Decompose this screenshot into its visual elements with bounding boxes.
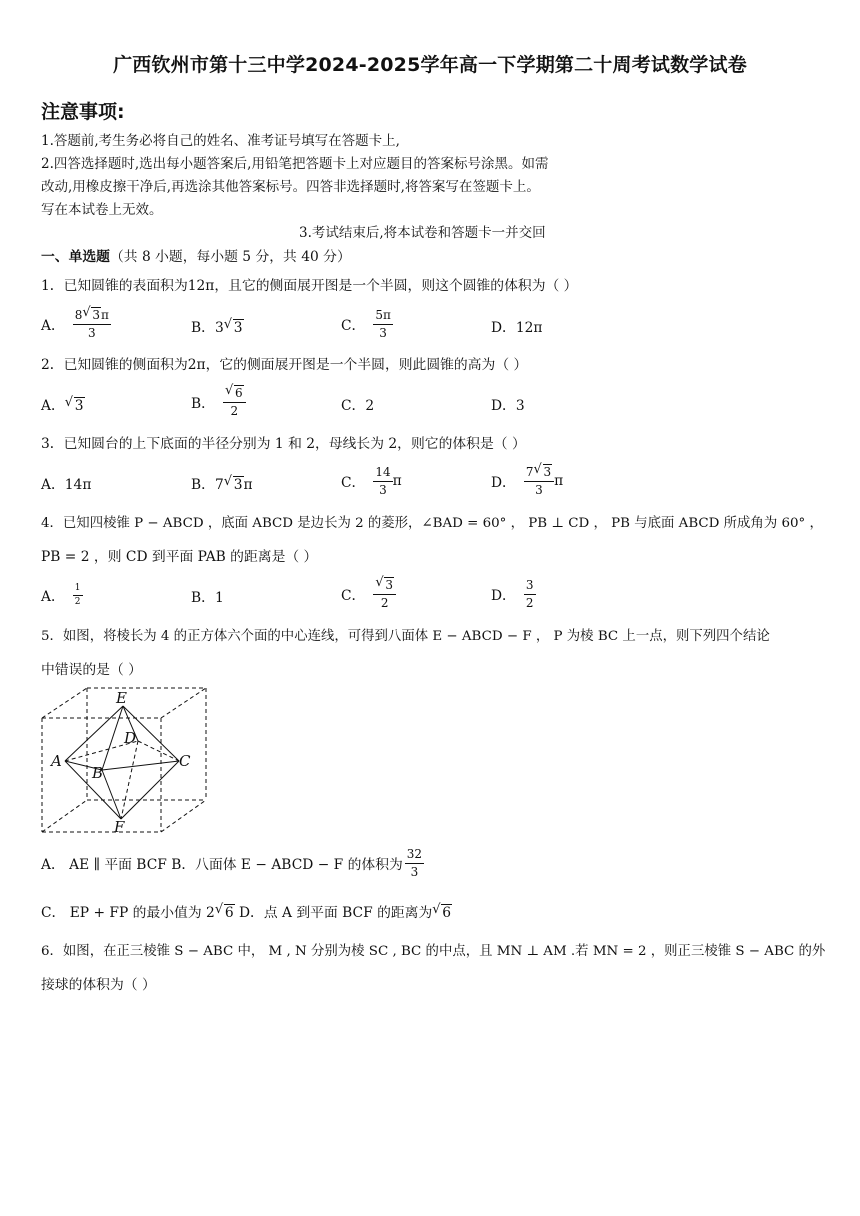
notice-line-1: 1.答题前,考生务必将自己的姓名、准考证号填写在答题卡上, (41, 133, 400, 149)
q5-option-c-text: C． EP + FP 的最小值为 2 (41, 905, 215, 921)
q1-a-num: 8 (74, 307, 83, 322)
cube-edge (161, 800, 206, 832)
q2-option-d (491, 394, 525, 414)
q3-d-den: 3 (535, 482, 543, 497)
q3-b-pi: π (243, 477, 253, 493)
q3-b-rad: √ 3 (233, 476, 244, 493)
q3-d-rad: √ 3 (543, 464, 553, 479)
q3-option-a (41, 473, 91, 493)
q4-stem-line-1: 4．已知四棱锥 P − ABCD ，底面 ABCD 是边长为 2 的菱形，∠BAD = 60° ， PB ⊥ CD ， PB 与底面 ABCD 所成角为 60° ， (41, 516, 823, 531)
q5-option-d-text: D．点 A 到平面 BCF 的距离为 (234, 905, 433, 921)
q5-b-num: 32 (405, 847, 424, 864)
q4-d-num: 3 (524, 578, 536, 595)
q1-a-rad: √ 3 (91, 307, 101, 322)
section-info: （共 8 小题，每小题 5 分，共 40 分） (109, 249, 351, 265)
q4-a-label: A． (41, 589, 65, 605)
exam-title: 广西钦州市第十三中学2024-2025学年高一下学期第二十周考试数学试卷 (113, 54, 747, 76)
q5-option-ab-text: A． AE ∥ 平面 BCF B．八面体 E − ABCD − F 的体积为 (41, 857, 403, 873)
q3-d-fraction (524, 465, 554, 498)
label-A: A (51, 752, 62, 770)
q4-option-a (41, 578, 83, 612)
q5-options-cd (41, 901, 452, 921)
q4-d-den: 2 (525, 595, 534, 610)
q2-c-val: 2 (365, 398, 375, 414)
q5-b-fraction (405, 847, 424, 880)
q2-option-c (341, 394, 374, 414)
q1-option-c (341, 306, 393, 342)
octa-edge-DC (138, 741, 179, 761)
q4-c-den: 2 (380, 595, 389, 610)
label-E: E (116, 689, 127, 707)
q1-option-d (491, 316, 542, 336)
q4-option-c (341, 574, 396, 614)
q3-d-pi: π (554, 473, 564, 489)
q6-stem-line-1: 6．如图，在正三棱锥 S − ABC 中， M , N 分别为棱 SC , BC 的中点，且 MN ⊥ AM .若 MN = 2 ，则正三棱锥 S − ABC 的外 (41, 944, 826, 959)
octa-edge-DF (121, 741, 138, 819)
section-title: 一、单选题 (41, 249, 110, 265)
q4-d-label: D． (491, 588, 516, 604)
q2-option-a (41, 394, 85, 414)
q1-option-b (191, 316, 244, 336)
q3-stem: 3．已知圆台的上下底面的半径分别为 1 和 2，母线长为 2，则它的体积是（ ） (41, 436, 526, 452)
q1-option-a (41, 306, 111, 342)
octa-edge-BC (102, 761, 179, 770)
octahedron-figure (38, 686, 210, 834)
q6-stem-line-2: 接球的体积为（ ） (41, 977, 156, 993)
q2-stem: 2．已知圆锥的侧面积为2π，它的侧面展开图是一个半圆，则此圆锥的高为（ ） (41, 357, 528, 373)
q5-d-rad: √ 6 (441, 904, 452, 921)
q4-d-fraction (524, 578, 536, 611)
label-B: B (92, 764, 104, 782)
q4-option-b (191, 586, 224, 606)
q4-c-fraction (373, 578, 396, 611)
q5-options-ab (41, 845, 424, 881)
q4-c-label: C． (341, 588, 366, 604)
notice-heading: 注意事项: (41, 101, 125, 123)
q1-a-den: 3 (88, 325, 96, 340)
q4-c-rad: √ 3 (384, 577, 394, 592)
q1-a-fraction (73, 308, 111, 341)
q3-c-label: C． (341, 475, 366, 491)
q2-c-label: C． (341, 398, 366, 414)
q1-d-label: D． (491, 320, 516, 336)
q3-b-label: B． (191, 477, 215, 493)
octa-edge-BF (102, 770, 121, 819)
octa-edge-CF (121, 761, 179, 819)
q1-b-co: 3 (214, 320, 224, 336)
q4-b-val: 1 (214, 590, 224, 606)
q2-b-fraction (223, 386, 246, 419)
cube-edge (42, 800, 87, 832)
q2-b-den: 2 (230, 403, 239, 418)
q4-a-num: 1 (73, 583, 83, 596)
q5-stem-line-1: 5．如图，将棱长为 4 的正方体六个面的中心连线，可得到八面体 E − ABCD − F ， P 为棱 BC 上一点，则下列四个结论 (41, 629, 770, 644)
q1-b-rad: √ 3 (233, 319, 244, 336)
label-C: C (179, 752, 191, 770)
cube-edge (161, 688, 206, 718)
notice-line-3: 改动,用橡皮擦干净后,再选涂其他答案标号。四答非选择题时,将答案写在签题卡上。 (41, 179, 540, 195)
q3-option-c (341, 462, 402, 500)
q4-stem-line-2: PB = 2 ，则 CD 到平面 PAB 的距离是（ ） (41, 549, 318, 565)
q1-c-label: C． (341, 318, 366, 334)
q3-c-num: 14 (373, 465, 392, 482)
notice-line-2: 2.四答选择题时,选出每小题答案后,用铅笔把答题卡上对应题目的答案标号涂黑。如需 (41, 156, 549, 172)
q1-a-pi: π (101, 307, 109, 322)
q5-c-rad: √ 6 (224, 904, 235, 921)
q3-d-label: D． (491, 475, 516, 491)
q5-stem-line-2: 中错误的是（ ） (41, 662, 142, 678)
q3-a-val: 14π (64, 477, 92, 493)
q1-b-label: B． (191, 320, 215, 336)
q1-c-num: 5π (373, 308, 393, 325)
q1-c-den: 3 (379, 325, 387, 340)
q2-d-val: 3 (515, 398, 525, 414)
q1-a-label: A． (41, 318, 65, 334)
section-header (41, 245, 351, 265)
q2-d-label: D． (491, 398, 516, 414)
q2-b-label: B． (191, 396, 215, 412)
cube-edge (42, 688, 87, 718)
q1-c-fraction (373, 308, 393, 341)
q5-b-den: 3 (410, 864, 419, 879)
q4-b-label: B． (191, 590, 215, 606)
q3-a-label: A． (41, 477, 65, 493)
q3-c-fraction (373, 465, 392, 498)
q4-a-den: 2 (74, 596, 81, 607)
q3-option-b (191, 473, 253, 493)
q4-a-fraction (73, 583, 83, 608)
q3-c-den: 3 (379, 482, 387, 497)
notice-line-4: 写在本试卷上无效。 (41, 202, 163, 218)
q3-d-num: 7 (525, 464, 534, 479)
q3-b-co: 7 (214, 477, 224, 493)
q1-stem: 1．已知圆锥的表面积为12π，且它的侧面展开图是一个半圆，则这个圆锥的体积为（ ） (41, 278, 578, 294)
q2-a-rad: √ 3 (74, 397, 85, 414)
q2-a-label: A． (41, 398, 65, 414)
q2-option-b (191, 382, 246, 422)
q2-b-rad: √ 6 (234, 385, 244, 400)
q3-option-d (491, 462, 563, 500)
q4-option-d (491, 574, 536, 614)
q1-d-val: 12π (515, 320, 543, 336)
label-D: D (124, 729, 137, 747)
notice-line-5: 3.考试结束后,将本试卷和答题卡一并交回 (299, 225, 546, 241)
label-F: F (114, 818, 125, 834)
q3-c-pi: π (392, 473, 402, 489)
